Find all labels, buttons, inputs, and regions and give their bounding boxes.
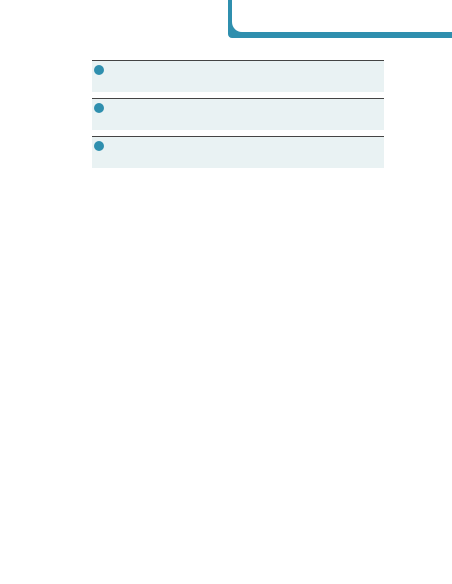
section-4-title [94,62,384,77]
section-5-title [94,100,384,115]
section-5-head [92,99,384,130]
page-footer [60,542,74,552]
toc-section-5 [92,98,384,130]
header-tab [228,0,452,38]
section-number-badge [94,65,104,75]
toc-content [92,54,384,168]
section-number-badge [94,103,104,113]
section-number-badge [94,141,104,151]
section-5-subtitle [94,115,384,129]
toc-section-4 [92,60,384,92]
section-4-head [92,61,384,92]
section-4-subtitle [94,77,384,91]
section-6-title [94,138,384,153]
section-6-head [92,137,384,168]
section-6-subtitle [94,153,384,167]
header-tab-inner [232,0,452,32]
toc-section-6 [92,136,384,168]
